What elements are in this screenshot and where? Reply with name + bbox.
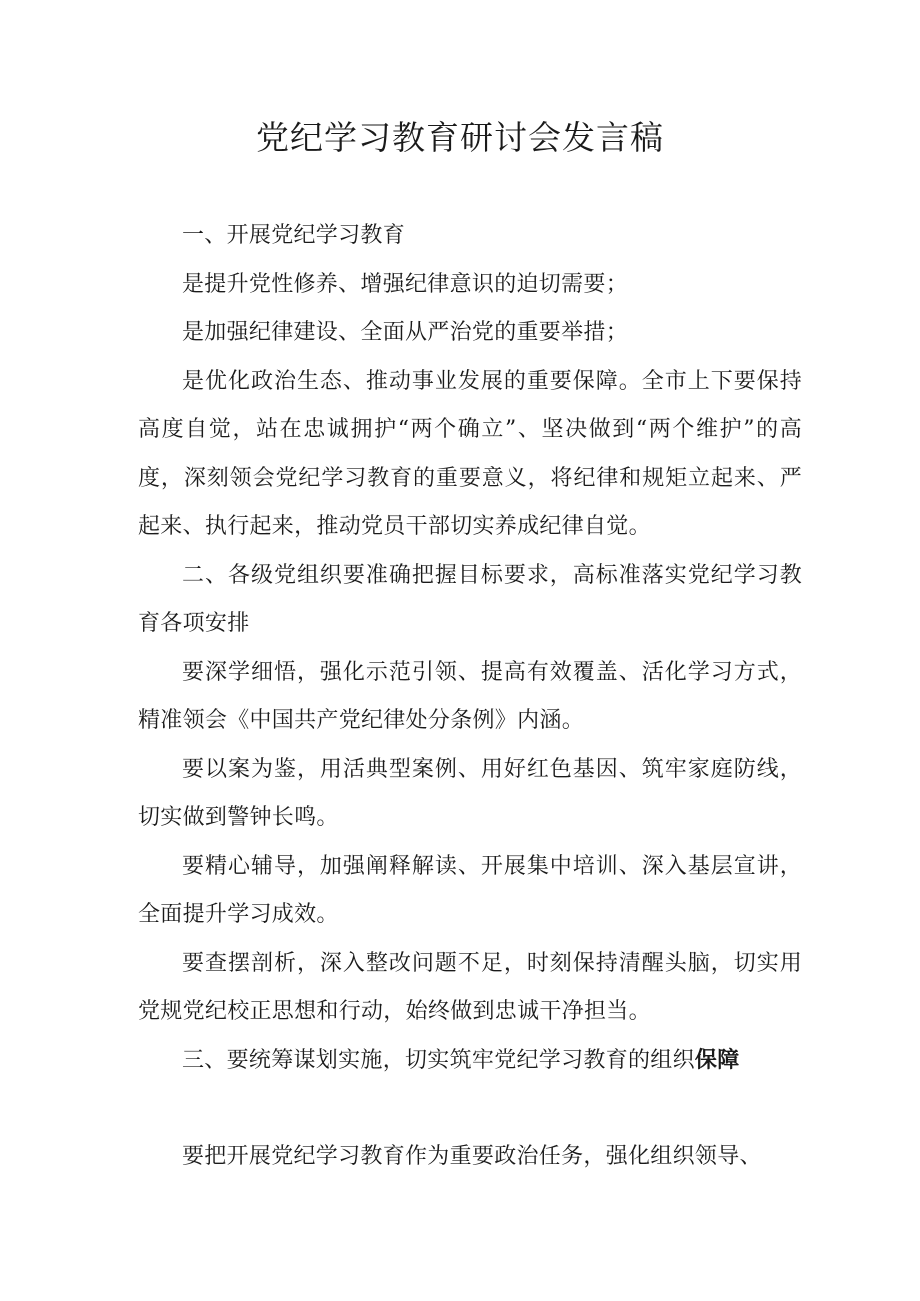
paragraph: 要精心辅导，加强阐释解读、开展集中培训、深入基层宣讲，全面提升学习成效。 [138,853,802,927]
paragraph: 是提升党性修养、增强纪律意识的迫切需要； [182,271,629,297]
section-heading-1: 一、开展党纪学习教育 [182,223,406,248]
section-heading-3-text: 三、要统筹谋划实施，切实筑牢党纪学习教育的组织 [182,1047,695,1073]
document-body [138,212,802,1182]
section-heading-3-emphasis: 保障 [694,1047,740,1073]
section-heading-3 [138,1037,802,1086]
paragraph: 要以案为鉴，用活典型案例、用好红色基因、筑牢家庭防线，切实做到警钟长鸣。 [138,756,802,830]
paragraph: 要查摆剖析，深入整改问题不足，时刻保持清醒头脑，切实用党规党纪校正思想和行动，始终做到忠诚干净担当。 [138,950,802,1024]
paragraph: 是优化政治生态、推动事业发展的重要保障。全市上下要保持高度自觉，站在忠诚拥护“两个确立”、坚决做到“两个维护”的高度，深刻领会党纪学习教育的重要意义，将纪律和规矩立起来、严起来、执行起来，推动党员干部切实养成纪律自觉。 [138,368,802,539]
page-title: 党纪学习教育研讨会发言稿 [256,118,664,157]
paragraph: 要深学细悟，强化示范引领、提高有效覆盖、活化学习方式，精准领会《中国共产党纪律处分条例》内涵。 [138,659,802,733]
paragraph-last: 要把开展党纪学习教育作为重要政治任务，强化组织领导、 [182,1144,762,1169]
paragraph: 是加强纪律建设、全面从严治党的重要举措； [182,320,629,345]
section-heading-2: 二、各级党组织要准确把握目标要求，高标准落实党纪学习教育各项安排 [138,562,802,636]
